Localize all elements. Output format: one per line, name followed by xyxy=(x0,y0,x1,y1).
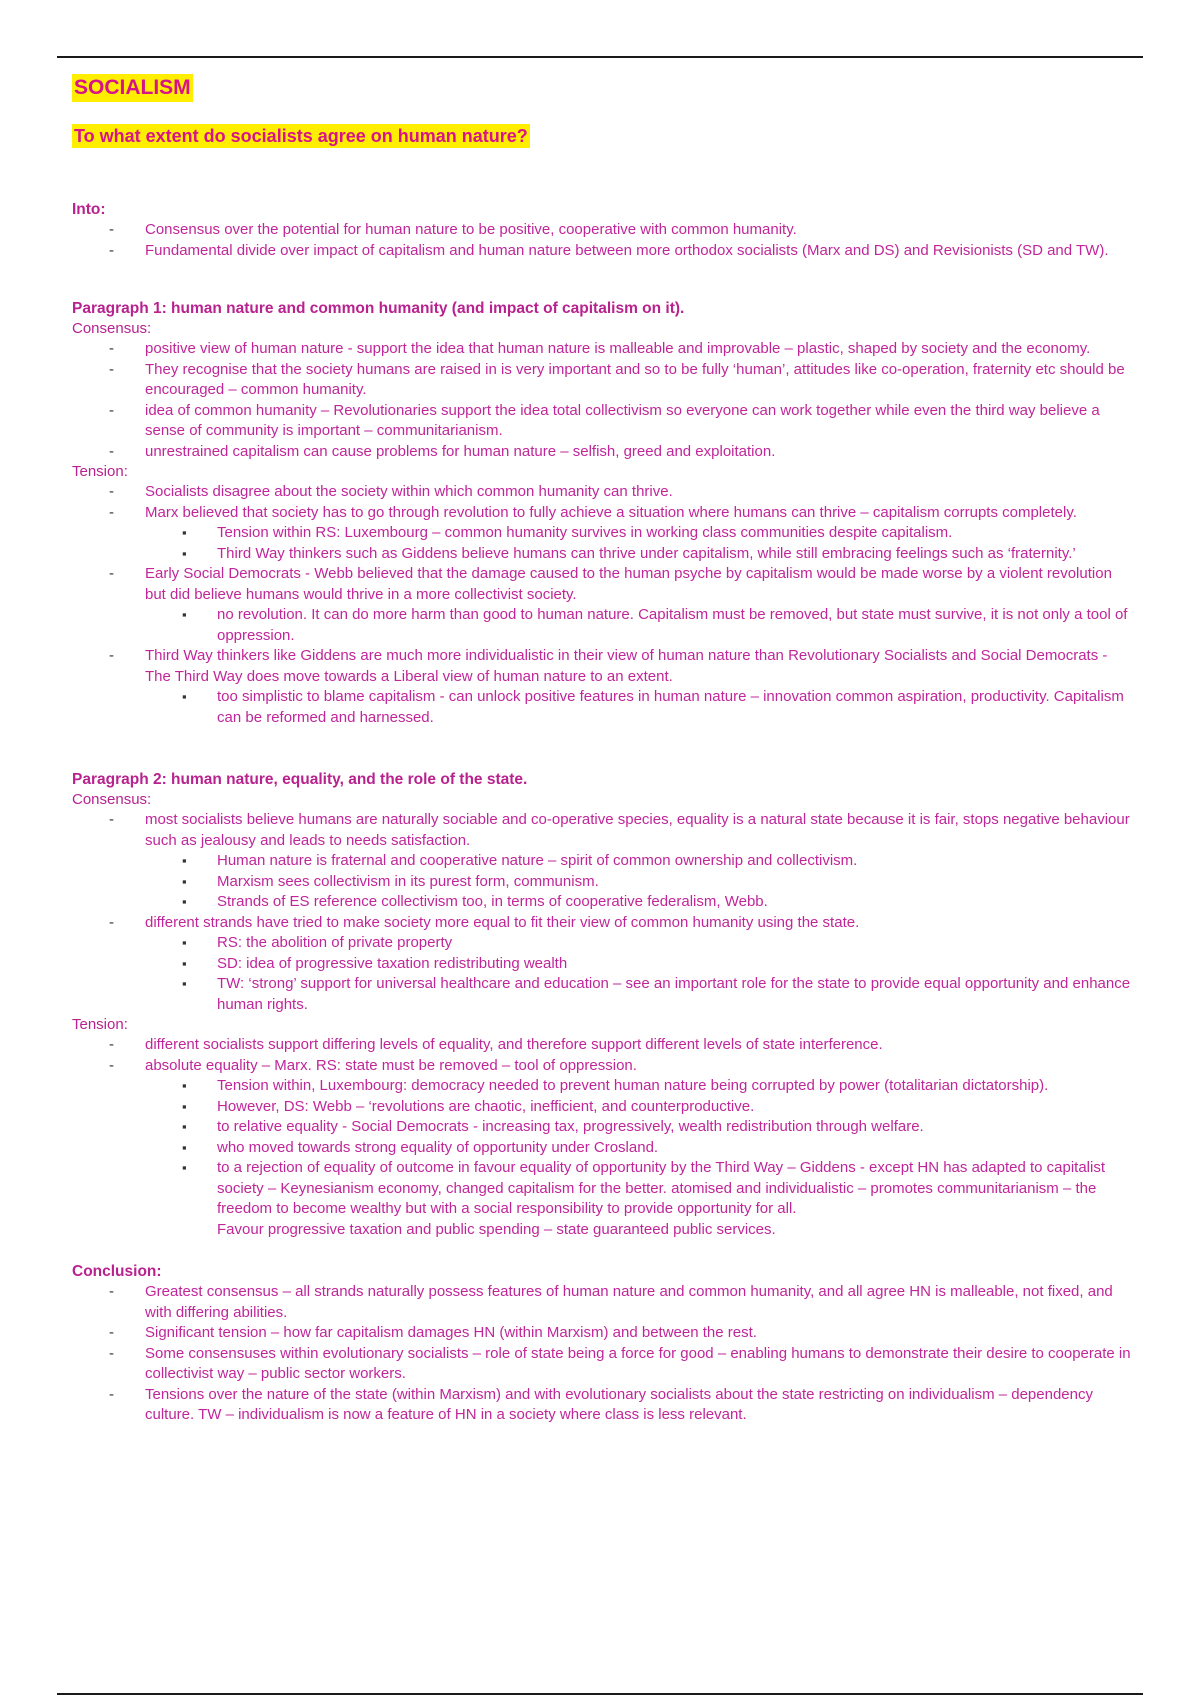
sub-list-item: ▪ RS: the abolition of private property xyxy=(72,933,1132,954)
essay-question xyxy=(72,124,1132,148)
title-highlight: SOCIALISM xyxy=(72,74,193,102)
conclusion-section xyxy=(72,1262,1132,1426)
list-item: - Marx believed that society has to go through revolution to fully achieve a situation where humans can thrive – capitalism corrupts completely. xyxy=(72,503,1132,524)
sub-list-item: ▪ too simplistic to blame capitalism - can unlock positive features in human nature – innovation common aspiration, productivity. Capitalism can be reformed and harnessed. xyxy=(72,687,1132,728)
paragraph-1-section xyxy=(72,299,1132,728)
sub-list-item: ▪ Third Way thinkers such as Giddens believe humans can thrive under capitalism, while still embracing feelings such as ‘fraternity.’ xyxy=(72,544,1132,565)
p2-consensus-label: Consensus: xyxy=(72,791,152,808)
list-item: - positive view of human nature - support the idea that human nature is malleable and improvable – plastic, shaped by society and the economy. xyxy=(72,339,1132,360)
intro-list xyxy=(72,220,1132,261)
sub-list-item: ▪ Human nature is fraternal and cooperative nature – spirit of common ownership and collectivism. xyxy=(72,851,1132,872)
sub-list-item: ▪ Tension within, Luxembourg: democracy needed to prevent human nature being corrupted by power (totalitarian dictatorship). xyxy=(72,1076,1132,1097)
document-page xyxy=(72,68,1132,1426)
list-item: - different socialists support differing levels of equality, and therefore support different levels of state interference. xyxy=(72,1035,1132,1056)
p1-tension-label: Tension: xyxy=(72,463,128,480)
conclusion-heading: Conclusion: xyxy=(72,1263,162,1280)
sub-list-item: ▪ However, DS: Webb – ‘revolutions are chaotic, inefficient, and counterproductive. xyxy=(72,1097,1132,1118)
sub-list-item: ▪ to relative equality - Social Democrats - increasing tax, progressively, wealth redistribution through welfare. xyxy=(72,1117,1132,1138)
list-item: - Tensions over the nature of the state (within Marxism) and with evolutionary socialists about the state restricting on individualism – dependency culture. TW – individualism is now a feature of HN in a society where class is less relevant. xyxy=(72,1385,1132,1426)
sub-list-continuation: Favour progressive taxation and public spending – state guaranteed public services. xyxy=(217,1220,776,1238)
sub-list-item: ▪ Marxism sees collectivism in its purest form, communism. xyxy=(72,872,1132,893)
p2-tension-label: Tension: xyxy=(72,1016,128,1033)
sub-list-item: ▪ Strands of ES reference collectivism too, in terms of cooperative federalism, Webb. xyxy=(72,892,1132,913)
list-item: - Significant tension – how far capitalism damages HN (within Marxism) and between the rest. xyxy=(72,1323,1132,1344)
sub-list-item: ▪ Tension within RS: Luxembourg – common humanity survives in working class communities despite capitalism. xyxy=(72,523,1132,544)
list-item: - Greatest consensus – all strands naturally possess features of human nature and common humanity, and all agree HN is malleable, not fixed, and with differing abilities. xyxy=(72,1282,1132,1323)
p1-tension-list xyxy=(72,482,1132,728)
p2-consensus-list xyxy=(72,810,1132,1015)
p1-consensus-list xyxy=(72,339,1132,462)
list-item: - absolute equality – Marx. RS: state must be removed – tool of oppression. xyxy=(72,1056,1132,1077)
intro-section xyxy=(72,200,1132,261)
list-item: - Socialists disagree about the society within which common humanity can thrive. xyxy=(72,482,1132,503)
list-item: - Third Way thinkers like Giddens are much more individualistic in their view of human nature than Revolutionary Socialists and Social Democrats - The Third Way does move towards a Liberal view of human nature to an extent. xyxy=(72,646,1132,687)
paragraph-2-section xyxy=(72,770,1132,1240)
sub-list-item: ▪ no revolution. It can do more harm than good to human nature. Capitalism must be removed, but state must survive, it is not only a tool of oppression. xyxy=(72,605,1132,646)
sub-list-item: ▪ TW: ‘strong’ support for universal healthcare and education – see an important role for the state to provide equal opportunity and enhance human rights. xyxy=(72,974,1132,1015)
paragraph-1-heading: Paragraph 1: human nature and common humanity (and impact of capitalism on it). xyxy=(72,300,685,317)
bottom-rule xyxy=(57,1693,1143,1695)
list-item: - idea of common humanity – Revolutionaries support the idea total collectivism so everyone can work together while even the third way believe a sense of community is important – communitarianism. xyxy=(72,401,1132,442)
p2-tension-list xyxy=(72,1035,1132,1240)
list-item: - unrestrained capitalism can cause problems for human nature – selfish, greed and exploitation. xyxy=(72,442,1132,463)
intro-heading: Into: xyxy=(72,201,106,218)
p1-consensus-label: Consensus: xyxy=(72,320,152,337)
page-title xyxy=(72,74,1132,102)
list-item: - Some consensuses within evolutionary socialists – role of state being a force for good – enabling humans to demonstrate their desire to cooperate in collectivist way – public sector workers. xyxy=(72,1344,1132,1385)
question-highlight: To what extent do socialists agree on human nature? xyxy=(74,126,528,146)
paragraph-2-heading: Paragraph 2: human nature, equality, and the role of the state. xyxy=(72,771,528,788)
sub-list-item: ▪ who moved towards strong equality of opportunity under Crosland. xyxy=(72,1138,1132,1159)
list-item: - different strands have tried to make society more equal to fit their view of common humanity using the state. xyxy=(72,913,1132,934)
list-item: - Fundamental divide over impact of capitalism and human nature between more orthodox socialists (Marx and DS) and Revisionists (SD and TW). xyxy=(72,241,1132,262)
sub-list-item: ▪ SD: idea of progressive taxation redistributing wealth xyxy=(72,954,1132,975)
list-item: - Consensus over the potential for human nature to be positive, cooperative with common humanity. xyxy=(72,220,1132,241)
conclusion-list xyxy=(72,1282,1132,1426)
list-item: - They recognise that the society humans are raised in is very important and so to be fully ‘human’, attitudes like co-operation, fraternity etc should be encouraged – common humanity. xyxy=(72,360,1132,401)
list-item: - Early Social Democrats - Webb believed that the damage caused to the human psyche by capitalism would be made worse by a violent revolution but did believe humans would thrive in a more collectivist society. xyxy=(72,564,1132,605)
top-rule xyxy=(57,56,1143,58)
sub-list-item: ▪ to a rejection of equality of outcome in favour equality of opportunity by the Third Way – Giddens - except HN has adapted to capitalist society – Keynesianism economy, changed capitalism for the better. atomised and individualistic – promotes communitarianism – the freedom to become wealthy but with a social responsibility to provide opportunity for all. xyxy=(72,1158,1132,1220)
list-item: - most socialists believe humans are naturally sociable and co-operative species, equality is a natural state because it is fair, stops negative behaviour such as jealousy and leads to needs satisfaction. xyxy=(72,810,1132,851)
